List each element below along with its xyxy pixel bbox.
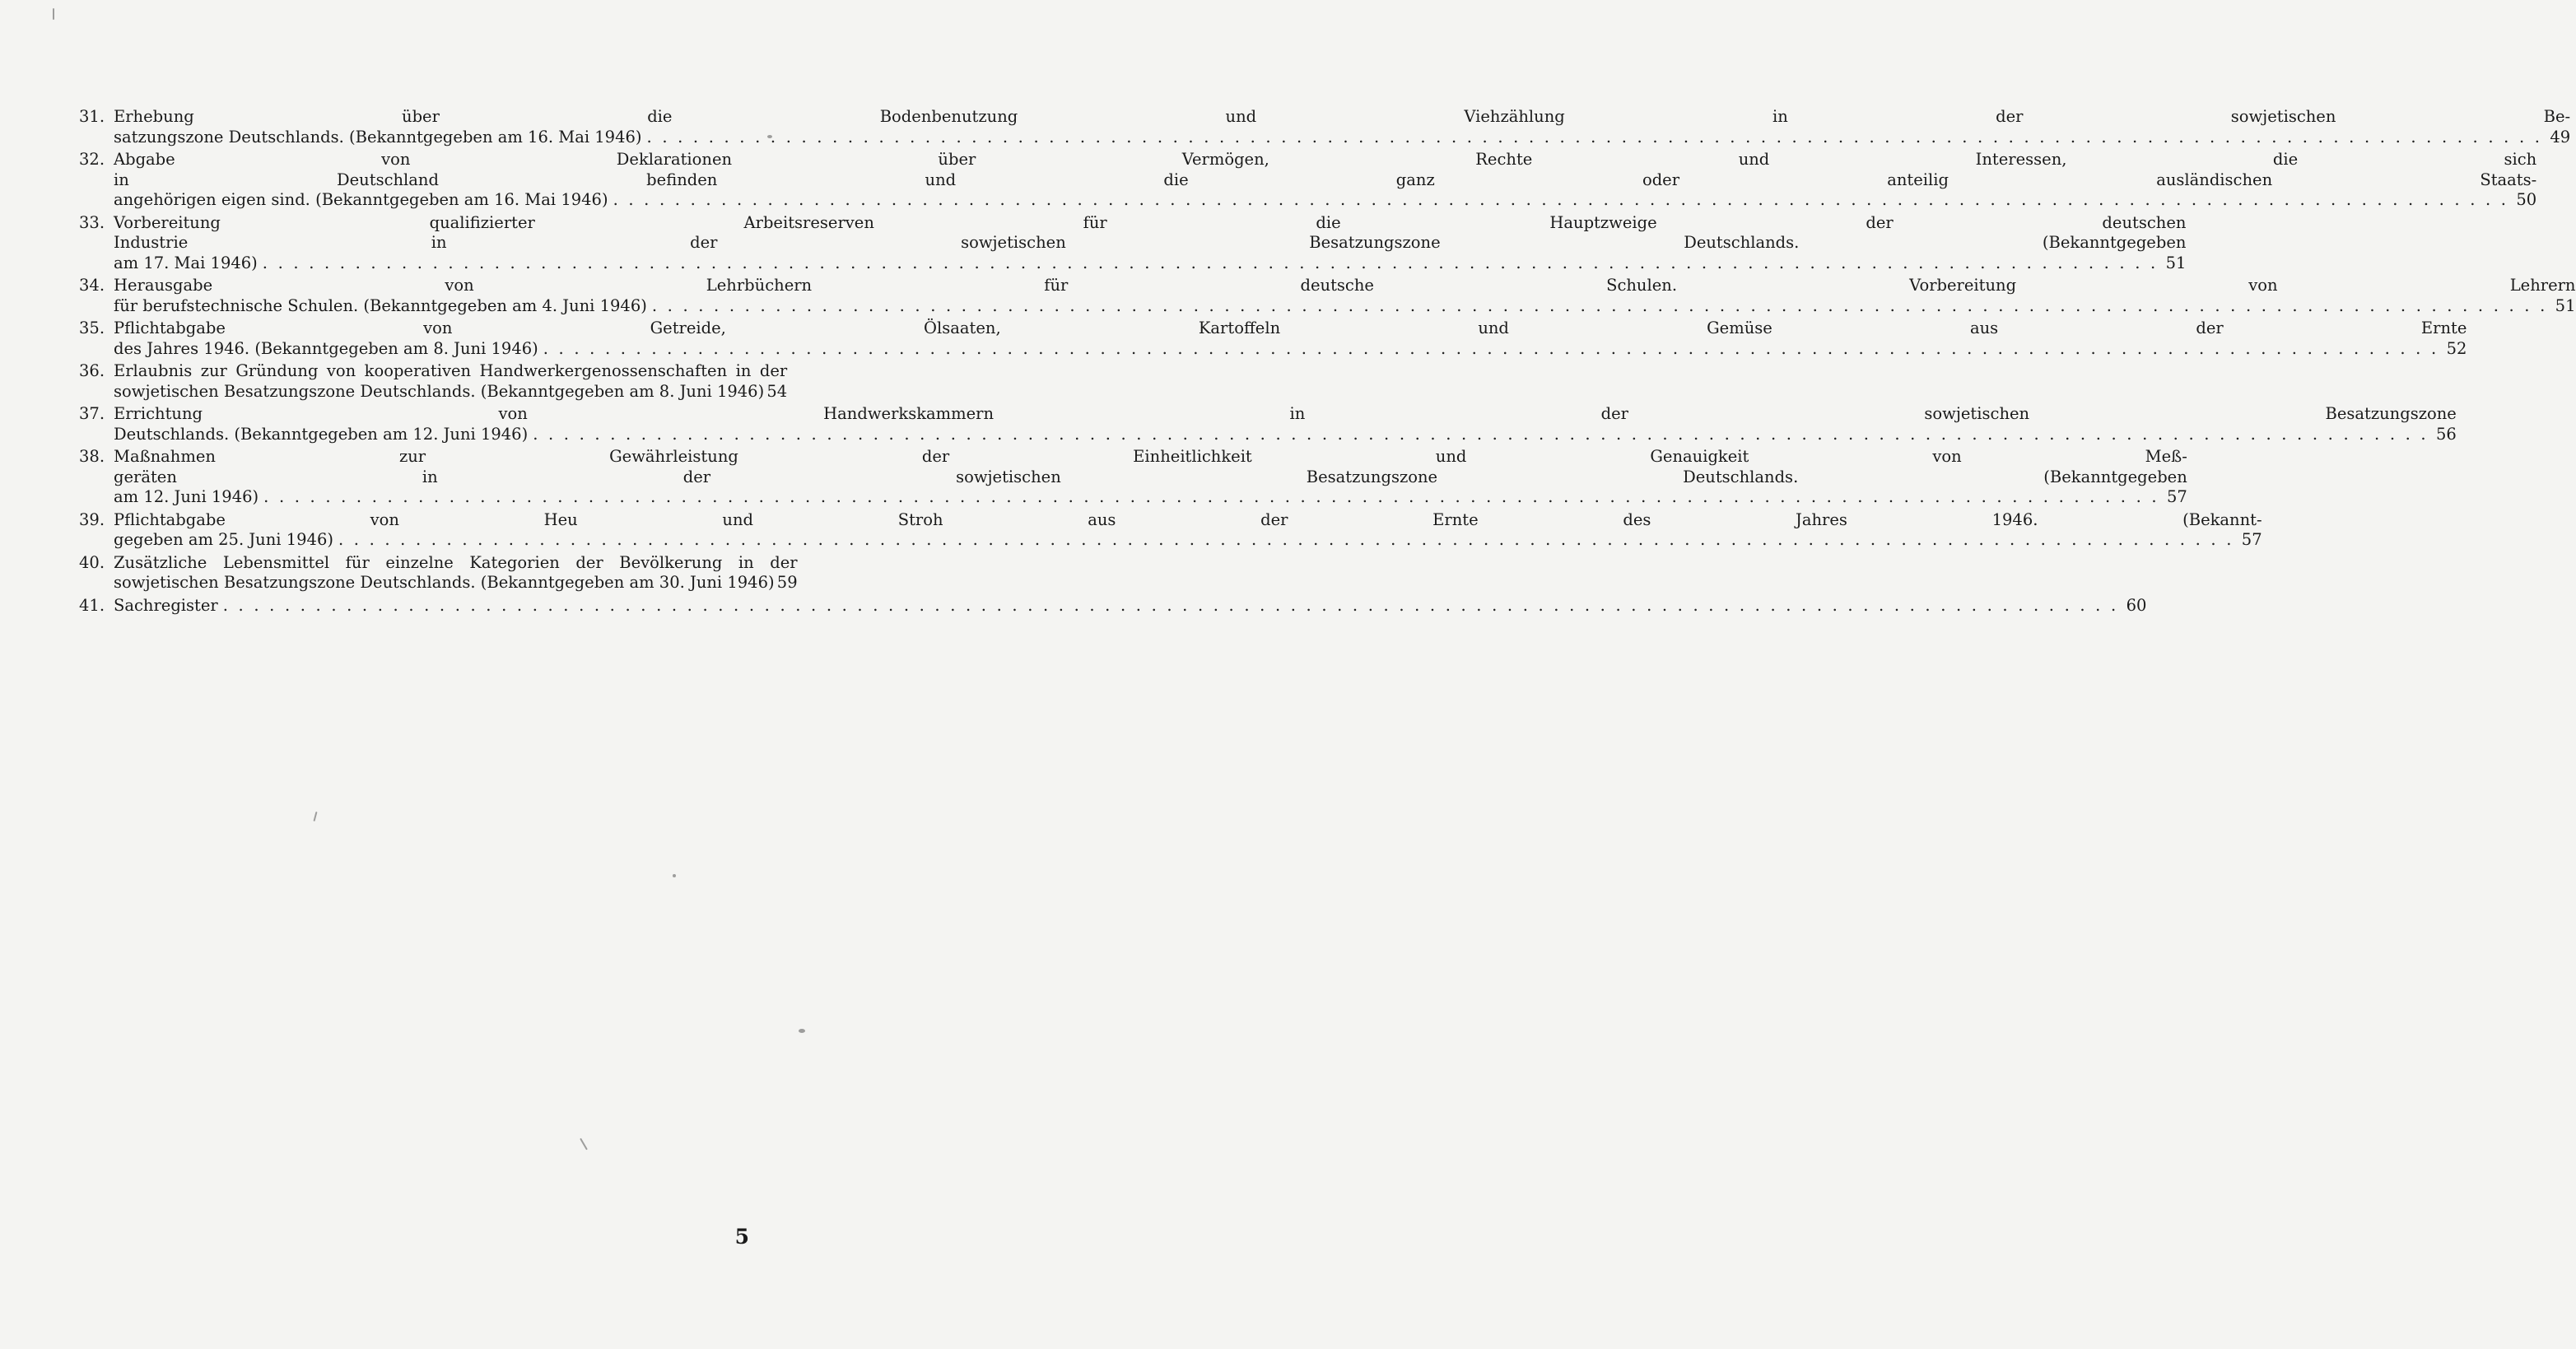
entry-body [114, 404, 2457, 444]
entry-body [114, 447, 2187, 508]
entry-title-line: Pflichtabgabe von Heu und Stroh aus der Ernte des Jahres 1946. (Bekannt- [114, 509, 2262, 529]
table-of-contents [79, 107, 2576, 618]
entry-last-line [114, 573, 798, 593]
scan-speck [767, 135, 772, 138]
dot-leader [543, 339, 2439, 360]
entry-title-end: am 17. Mai 1946) [114, 253, 258, 272]
entry-page-number: 50 [2516, 190, 2537, 209]
entry-number: 37. [79, 404, 105, 423]
entry-last-line [114, 128, 2570, 148]
dot-leader [613, 190, 2509, 211]
dot-leader [338, 530, 2234, 551]
entry-title-line: Zusätzliche Lebensmittel für einzelne Kategorien der Bevölkerung in der [114, 552, 798, 572]
entry-page-number: 49 [2550, 127, 2571, 147]
entry-title-end: Sachregister [114, 595, 218, 615]
entry-title-line: Errichtung von Handwerkskammern in der sowjetischen Besatzungszone [114, 404, 2457, 423]
toc-entry [79, 319, 2467, 359]
entry-title-end: gegeben am 25. Juni 1946) [114, 530, 333, 549]
entry-title-line: Pflichtabgabe von Getreide, Ölsaaten, Kartoffeln und Gemüse aus der Ernte [114, 319, 2467, 337]
entry-title-end: sowjetischen Besatzungszone Deutschlands. (Bekanntgegeben am 30. Juni 1946) [114, 573, 775, 592]
entry-body [114, 361, 787, 402]
entry-number: 32. [79, 150, 105, 169]
entry-title-line: Erlaubnis zur Gründung von kooperativen Handwerkergenossenschaften in der [114, 361, 788, 380]
entry-page-number: 51 [2165, 253, 2187, 272]
entry-last-line [114, 487, 2187, 508]
entry-number: 41. [79, 595, 105, 615]
entry-page-number: 52 [2446, 338, 2467, 358]
entry-body [114, 319, 2467, 359]
entry-page-number: 60 [2126, 595, 2147, 615]
toc-entry [79, 404, 2457, 444]
entry-title-line: Maßnahmen zur Gewährleistung der Einheitlichkeit und Genauigkeit von Meß- [114, 447, 2187, 466]
entry-body [114, 276, 2576, 316]
entry-page-number: 59 [776, 573, 798, 592]
scan-speck [673, 874, 676, 877]
entry-number: 40. [79, 552, 105, 572]
entry-page-number: 51 [2555, 295, 2576, 315]
entry-page-number: 54 [766, 381, 788, 401]
entry-title-end: Deutschlands. (Bekanntgegeben am 12. Juni 1946) [114, 424, 529, 444]
entry-title-end: des Jahres 1946. (Bekanntgegeben am 8. Juni 1946) [114, 338, 538, 358]
scan-speck [799, 1029, 805, 1033]
entry-last-line [114, 425, 2457, 445]
entry-title-end: satzungszone Deutschlands. (Bekanntgegeben am 16. Mai 1946) [114, 127, 642, 147]
dot-leader [533, 425, 2429, 445]
toc-entry [79, 552, 798, 593]
entry-body [114, 213, 2186, 274]
dot-leader [223, 596, 2119, 616]
toc-entry [79, 447, 2187, 508]
toc-entry [79, 212, 2187, 274]
entry-last-line [114, 382, 787, 402]
entry-number: 39. [79, 509, 105, 529]
entry-last-line [114, 254, 2186, 274]
entry-body [114, 553, 798, 593]
entry-title-line: Vorbereitung qualifizierter Arbeitsreserven für die Hauptzweige der deutschen [114, 212, 2187, 232]
entry-number: 35. [79, 319, 105, 337]
entry-title-line: Herausgabe von Lehrbüchern für deutsche Schulen. Vorbereitung von Lehrern [114, 276, 2576, 295]
entry-title-end: für berufstechnische Schulen. (Bekanntgegeben am 4. Juni 1946) [114, 295, 647, 315]
entry-last-line [114, 596, 2146, 616]
toc-entry [79, 150, 2537, 211]
toc-entry [79, 276, 2576, 316]
entry-title-end: angehörigen eigen sind. (Bekanntgegeben am 16. Mai 1946) [114, 190, 608, 209]
toc-entry [79, 107, 2571, 147]
entry-page-number: 57 [2241, 530, 2262, 549]
entry-number: 34. [79, 276, 105, 295]
entry-last-line [114, 339, 2467, 360]
entry-number: 31. [79, 107, 105, 126]
dot-leader [652, 296, 2548, 317]
entry-body [114, 510, 2262, 551]
entry-number: 33. [79, 212, 105, 232]
toc-entry [79, 509, 2262, 551]
entry-page-number: 56 [2436, 424, 2457, 444]
scan-speck [313, 812, 317, 821]
toc-entry [79, 361, 788, 402]
entry-body [114, 150, 2536, 211]
entry-last-line [114, 296, 2576, 317]
entry-body [114, 596, 2146, 616]
toc-entry [79, 595, 2147, 616]
entry-page-number: 57 [2166, 487, 2187, 506]
entry-title-end: sowjetischen Besatzungszone Deutschlands. (Bekanntgegeben am 8. Juni 1946) [114, 381, 765, 401]
entry-title-line: in Deutschland befinden und die ganz oder anteilig ausländischen Staats- [114, 170, 2537, 189]
entry-title-line: geräten in der sowjetischen Besatzungszone Deutschlands. (Bekanntgegeben [114, 467, 2187, 486]
entry-title-line: Abgabe von Deklarationen über Vermögen, Rechte und Interessen, die sich [114, 150, 2537, 169]
dot-leader [263, 487, 2159, 508]
entry-title-line: Erhebung über die Bodenbenutzung und Viehzählung in der sowjetischen Be- [114, 107, 2571, 126]
entry-last-line [114, 190, 2536, 211]
dot-leader [263, 254, 2159, 274]
page-number: 5 [734, 1225, 749, 1249]
entry-last-line [114, 530, 2262, 551]
entry-title-end: am 12. Juni 1946) [114, 487, 259, 506]
entry-number: 38. [79, 447, 105, 466]
dot-leader [647, 128, 2543, 148]
scan-speck [580, 1138, 588, 1151]
entry-title-line: Industrie in der sowjetischen Besatzungszone Deutschlands. (Bekanntgegeben [114, 233, 2187, 252]
entry-number: 36. [79, 361, 105, 380]
entry-body [114, 107, 2570, 147]
scan-speck [53, 8, 54, 20]
